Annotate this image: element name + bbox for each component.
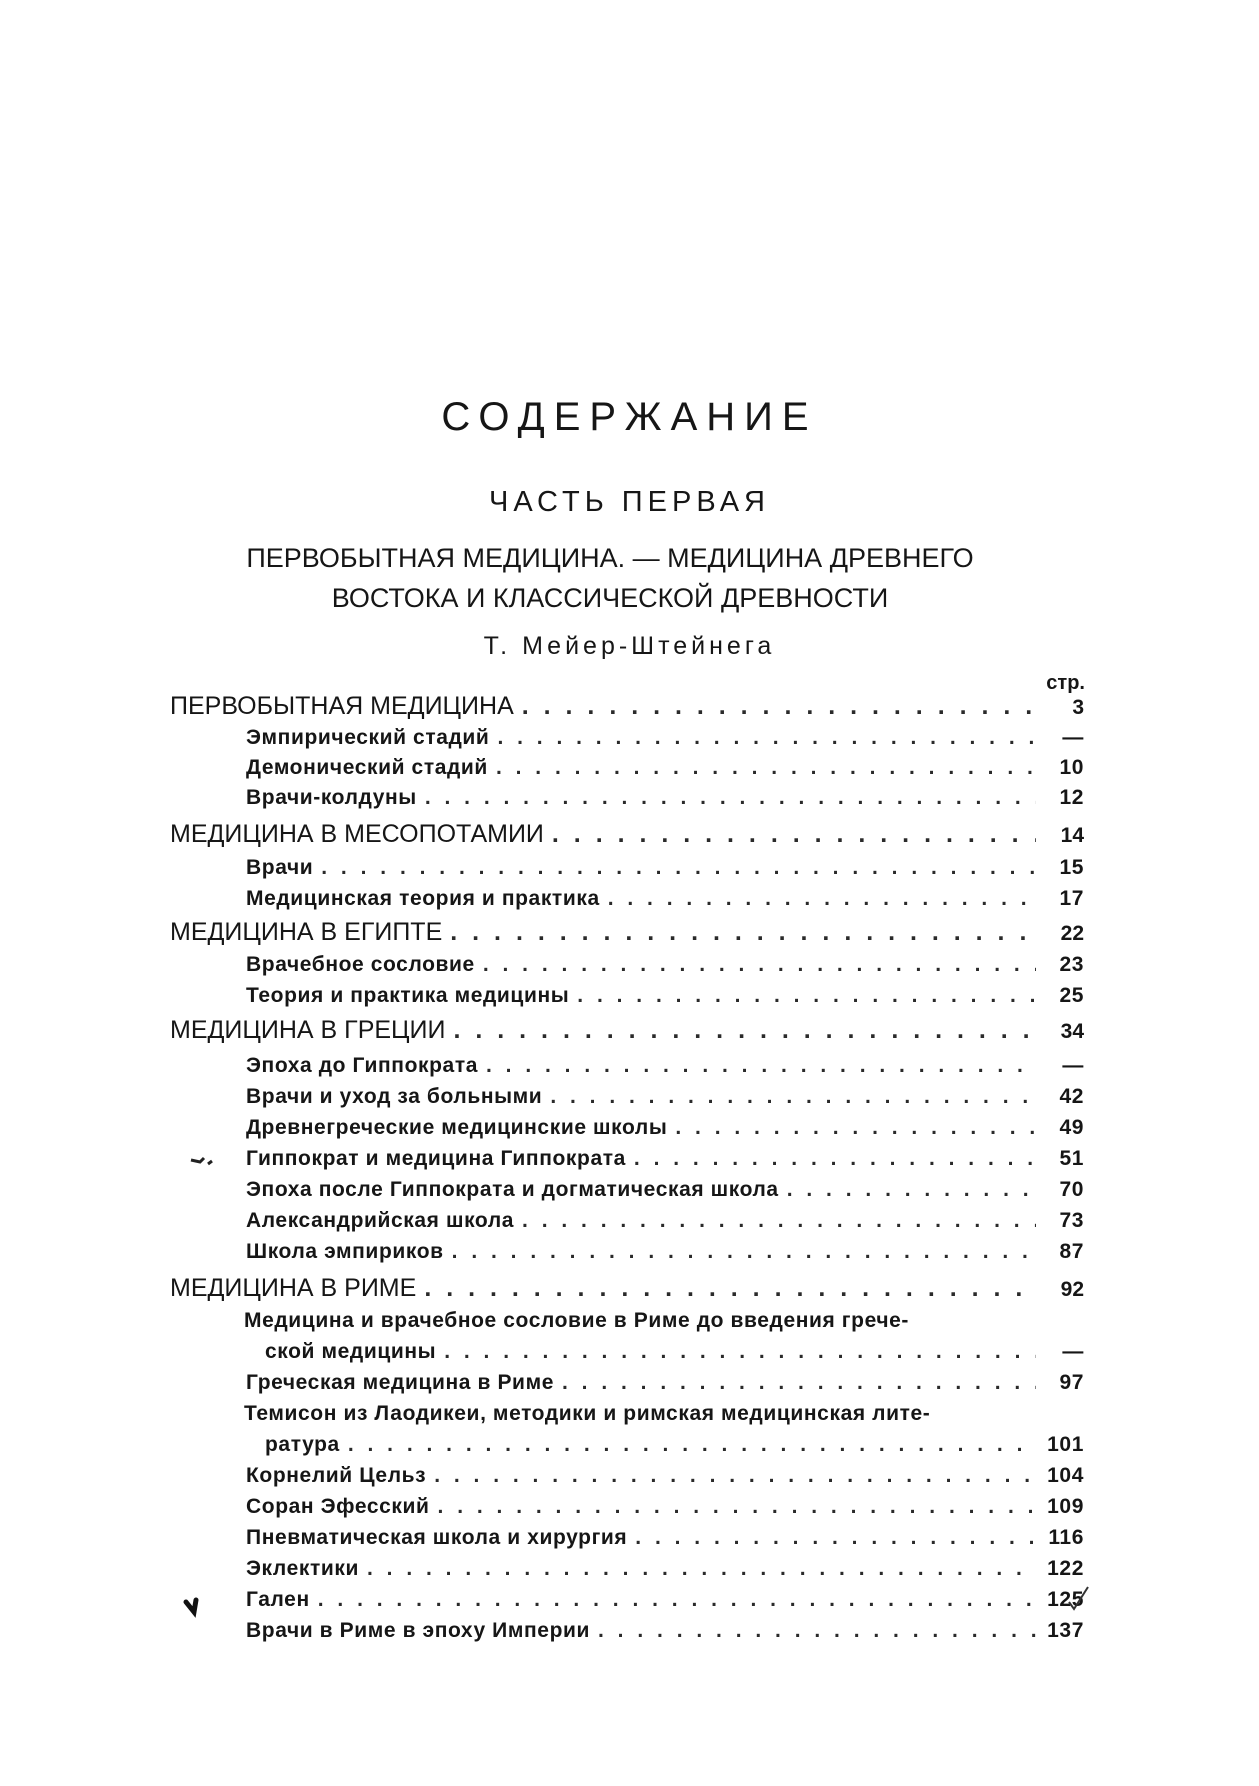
toc-page-number: 12 <box>1059 786 1084 809</box>
toc-item <box>246 1619 1084 1643</box>
toc-page-number: 14 <box>1060 824 1084 847</box>
toc-item <box>246 1371 1084 1395</box>
dot-leader <box>496 756 1036 780</box>
toc-section-title: МЕДИЦИНА В ГРЕЦИИ <box>170 1016 446 1044</box>
toc-page-number: 15 <box>1059 856 1084 879</box>
toc-page-number: 87 <box>1059 1240 1084 1263</box>
dot-leader <box>348 1433 1036 1457</box>
toc-item <box>246 1209 1084 1233</box>
dot-leader <box>787 1178 1036 1202</box>
toc-page-number: 73 <box>1059 1209 1084 1232</box>
pencil-mark-icon <box>188 1152 216 1172</box>
toc-item <box>246 756 1084 780</box>
toc-item-title: ской медицины <box>265 1340 437 1363</box>
toc-item <box>246 726 1084 750</box>
toc-item-title: Эклектики <box>246 1557 359 1580</box>
toc-section <box>170 692 1084 721</box>
toc-item-title: Врачебное сословие <box>246 953 475 976</box>
toc-item <box>265 1340 1084 1364</box>
toc-item-title: ратура <box>265 1433 340 1456</box>
dot-leader <box>483 953 1036 977</box>
author-line: Т. Мейер-Штейнега <box>483 632 776 660</box>
toc-item <box>246 1464 1084 1488</box>
toc-page-number: 97 <box>1059 1371 1084 1394</box>
dot-leader <box>453 1016 1036 1045</box>
toc-item-title: Корнелий Цельз <box>246 1464 427 1487</box>
pencil-tick-icon <box>1066 1584 1092 1614</box>
toc-section <box>170 1016 1084 1045</box>
toc-page-number: 25 <box>1059 984 1084 1007</box>
dot-leader <box>367 1557 1036 1581</box>
dot-leader <box>635 1526 1036 1550</box>
toc-item <box>246 786 1084 810</box>
toc-item <box>246 1588 1084 1612</box>
toc-item <box>246 1085 1084 1109</box>
toc-item-title: Медицинская теория и практика <box>246 887 600 910</box>
dot-leader <box>444 1340 1036 1364</box>
toc-section-title: МЕДИЦИНА В ЕГИПТЕ <box>170 918 443 946</box>
toc-item <box>246 1147 1084 1171</box>
toc-page-number: 22 <box>1060 922 1084 945</box>
toc-page-number: 23 <box>1059 953 1084 976</box>
toc-item <box>246 1495 1084 1519</box>
dot-leader <box>486 1054 1036 1078</box>
toc-item-title: Греческая медицина в Риме <box>246 1371 554 1394</box>
toc-item <box>246 1054 1084 1078</box>
toc-item-title: Эпоха после Гиппократа и догматическая школа <box>246 1178 779 1201</box>
dot-leader <box>497 726 1036 750</box>
toc-page-number: 125 <box>1047 1588 1084 1611</box>
toc-item-title: Гален <box>246 1588 310 1611</box>
toc-section <box>170 820 1084 849</box>
dot-leader <box>438 1495 1036 1519</box>
toc-item <box>246 1178 1084 1202</box>
toc-item-title: Врачи <box>246 856 314 879</box>
toc-section-title: МЕДИЦИНА В РИМЕ <box>170 1274 417 1302</box>
dot-leader <box>452 1240 1036 1264</box>
dot-leader <box>318 1588 1036 1612</box>
toc-item-title: Врачи в Риме в эпоху Империи <box>246 1619 591 1642</box>
toc-item-title: Гиппократ и медицина Гиппократа <box>246 1147 626 1170</box>
dot-leader <box>675 1116 1036 1140</box>
toc-item-title: Эпоха до Гиппократа <box>246 1054 478 1077</box>
toc-item <box>246 1526 1084 1550</box>
toc-page-number: 92 <box>1060 1278 1084 1301</box>
dot-leader <box>321 856 1036 880</box>
pencil-checkmark-icon <box>182 1592 212 1620</box>
toc-item-title: Врачи и уход за больными <box>246 1085 543 1108</box>
page-column-label: стр. <box>1046 672 1085 694</box>
dot-leader <box>608 887 1036 911</box>
toc-page-number: 70 <box>1059 1178 1084 1201</box>
toc-page-number: 137 <box>1047 1619 1084 1642</box>
toc-section <box>170 918 1084 947</box>
toc-item-title: Соран Эфесский <box>246 1495 430 1518</box>
toc-item <box>246 887 1084 911</box>
toc-item-title: Пневматическая школа и хирургия <box>246 1526 628 1549</box>
toc-section-title: МЕДИЦИНА В МЕСОПОТАМИИ <box>170 820 544 848</box>
dot-leader <box>450 918 1036 947</box>
dot-leader <box>522 1209 1036 1233</box>
dot-leader <box>552 820 1036 849</box>
toc-page-number: 116 <box>1048 1526 1084 1549</box>
part-subtitle-line-2: ВОСТОКА И КЛАССИЧЕСКОЙ ДРЕВНОСТИ <box>331 583 889 613</box>
toc-page-number: — <box>1062 1340 1084 1363</box>
toc-item <box>265 1433 1084 1457</box>
toc-section <box>170 1274 1084 1303</box>
dot-leader <box>550 1085 1036 1109</box>
page-title: СОДЕРЖАНИЕ <box>441 395 818 439</box>
toc-page-number: 122 <box>1047 1557 1084 1580</box>
dot-leader <box>562 1371 1036 1395</box>
part-heading: ЧАСТЬ ПЕРВАЯ <box>488 486 770 518</box>
toc-item-wrapped-line: Темисон из Лаодикеи, методики и римская медицинская лите- <box>244 1402 931 1425</box>
part-subtitle-line-1: ПЕРВОБЫТНАЯ МЕДИЦИНА. — МЕДИЦИНА ДРЕВНЕГО <box>246 543 974 573</box>
toc-page-number: 3 <box>1072 696 1084 719</box>
toc-item-title: Александрийская школа <box>246 1209 515 1232</box>
dot-leader <box>634 1147 1036 1171</box>
dot-leader <box>434 1464 1036 1488</box>
dot-leader <box>425 786 1036 810</box>
toc-page-number: — <box>1062 726 1084 749</box>
toc-item <box>246 953 1084 977</box>
toc-page-number: 49 <box>1059 1116 1084 1139</box>
dot-leader <box>522 692 1036 721</box>
dot-leader <box>577 984 1036 1008</box>
toc-item-title: Древнегреческие медицинские школы <box>246 1116 668 1139</box>
dot-leader <box>598 1619 1036 1643</box>
toc-page-number: 104 <box>1047 1464 1084 1487</box>
toc-item-title: Эмпирический стадий <box>246 726 490 749</box>
toc-page-number: 42 <box>1059 1085 1084 1108</box>
toc-page-number: 109 <box>1047 1495 1084 1518</box>
toc-page-number: 51 <box>1059 1147 1084 1170</box>
toc-item <box>246 1116 1084 1140</box>
toc-item <box>246 1240 1084 1264</box>
toc-page-number: 17 <box>1059 887 1084 910</box>
toc-item-title: Демонический стадий <box>246 756 488 779</box>
toc-item-title: Теория и практика медицины <box>246 984 570 1007</box>
toc-item-title: Врачи-колдуны <box>246 786 417 809</box>
toc-item <box>246 856 1084 880</box>
toc-section-title: ПЕРВОБЫТНАЯ МЕДИЦИНА <box>170 692 514 720</box>
toc-page-number: — <box>1062 1054 1084 1077</box>
toc-item <box>246 1557 1084 1581</box>
toc-page-number: 10 <box>1059 756 1084 779</box>
toc-page-number: 101 <box>1047 1433 1084 1456</box>
toc-item <box>246 984 1084 1008</box>
dot-leader <box>424 1274 1036 1303</box>
toc-item-wrapped-line: Медицина и врачебное сословие в Риме до введения грече- <box>244 1309 909 1332</box>
toc-item-title: Школа эмпириков <box>246 1240 444 1263</box>
toc-page-number: 34 <box>1060 1020 1084 1043</box>
